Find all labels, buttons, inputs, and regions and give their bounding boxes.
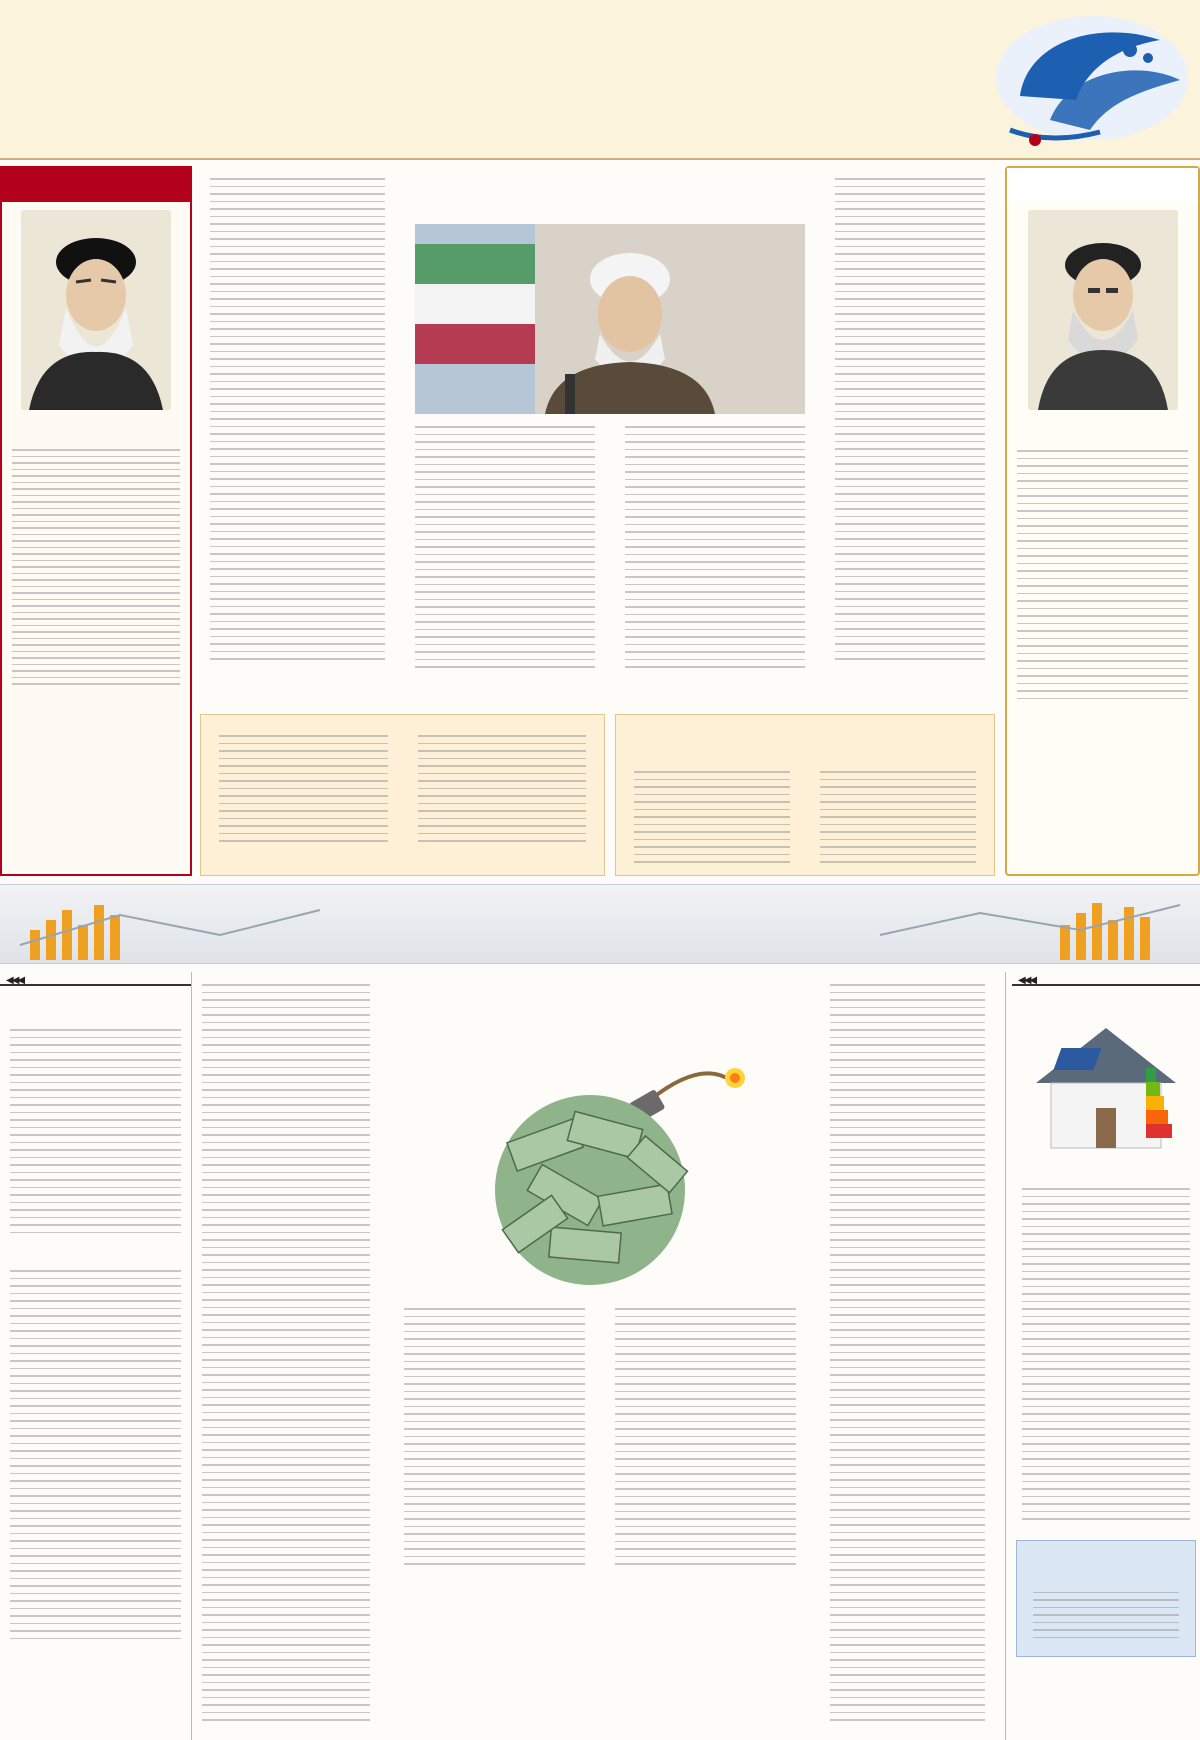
pub-line xyxy=(325,111,585,124)
resistance-economy-column xyxy=(1005,972,1200,1740)
continued-title xyxy=(624,735,986,755)
resistance-continue-link[interactable] xyxy=(1023,1547,1189,1560)
economy-column-4 xyxy=(192,972,380,1740)
dollar-article-byline xyxy=(390,1024,810,1036)
pub-line xyxy=(325,46,585,59)
energy-house-icon xyxy=(1016,1008,1196,1158)
address-info xyxy=(10,14,315,150)
emam-subtitle xyxy=(2,418,190,438)
hadith-title xyxy=(595,26,965,40)
economy-section xyxy=(0,972,1200,1740)
hadith-source xyxy=(595,64,965,78)
continued-ref[interactable] xyxy=(624,721,986,733)
emam-panel xyxy=(0,166,192,876)
main-article xyxy=(405,166,815,706)
jobs-subhead-1 xyxy=(0,1004,191,1017)
hadith-text xyxy=(595,46,965,60)
publication-info xyxy=(325,14,585,150)
address-line xyxy=(10,56,315,68)
emam-title xyxy=(2,168,190,202)
pub-line xyxy=(325,72,585,85)
khorshid-title xyxy=(1007,168,1198,202)
address-line xyxy=(10,80,315,92)
resistance-box-title xyxy=(1023,1562,1189,1578)
publication-name xyxy=(325,14,585,38)
partosokhan-logo-icon xyxy=(980,0,1200,160)
jobs-subhead-2 xyxy=(0,1245,191,1258)
jobs-column xyxy=(0,972,192,1740)
emam-continue-link[interactable] xyxy=(2,702,190,715)
website-link[interactable] xyxy=(10,116,315,128)
resistance-box xyxy=(1016,1540,1196,1658)
address-title xyxy=(10,14,315,28)
emam-body xyxy=(2,438,190,696)
jobs-title xyxy=(0,986,191,1004)
main-article-body xyxy=(405,414,815,704)
dollar-bomb-icon xyxy=(400,1040,800,1290)
upper-section xyxy=(0,166,1200,876)
dollar-article-kicker xyxy=(390,976,810,990)
resistance-tag xyxy=(1012,972,1200,986)
speaker-photo-icon xyxy=(415,224,805,414)
khorshid-subtitle xyxy=(1007,418,1198,438)
bar-decoration-icon xyxy=(0,885,1200,965)
pub-line xyxy=(325,85,585,98)
pub-line xyxy=(325,98,585,111)
dollar-article-body xyxy=(390,1296,810,1577)
triple-arrow-icon: ◀◀◀ xyxy=(1018,975,1036,986)
mid-box xyxy=(200,714,605,876)
masthead xyxy=(0,0,1200,160)
address-line xyxy=(10,92,315,104)
dollar-article-headline xyxy=(390,994,810,1022)
resistance-subhead xyxy=(1012,1162,1200,1176)
address-line xyxy=(10,32,315,44)
address-line xyxy=(10,44,315,56)
economy-banner xyxy=(0,884,1200,964)
triple-arrow-icon: ◀◀◀ xyxy=(6,975,24,986)
main-article-kicker xyxy=(405,166,815,180)
continued-box xyxy=(615,714,995,876)
dollar-article xyxy=(390,972,810,1740)
economy-column-2 xyxy=(820,972,995,1740)
pub-line xyxy=(325,59,585,72)
main-article-headline xyxy=(405,184,815,216)
khorshid-body xyxy=(1007,438,1198,711)
khorshid-panel xyxy=(1005,166,1200,876)
pub-line xyxy=(325,124,585,137)
leader-portrait-icon xyxy=(1028,210,1178,410)
jobs-tag xyxy=(0,972,191,986)
article-continuation-column xyxy=(200,166,395,706)
eitaa-link[interactable] xyxy=(10,104,315,116)
imam-portrait-icon xyxy=(21,210,171,410)
address-line xyxy=(10,68,315,80)
intro-column xyxy=(825,166,995,706)
resistance-title xyxy=(1012,986,1200,1004)
hadith-box xyxy=(595,26,965,146)
